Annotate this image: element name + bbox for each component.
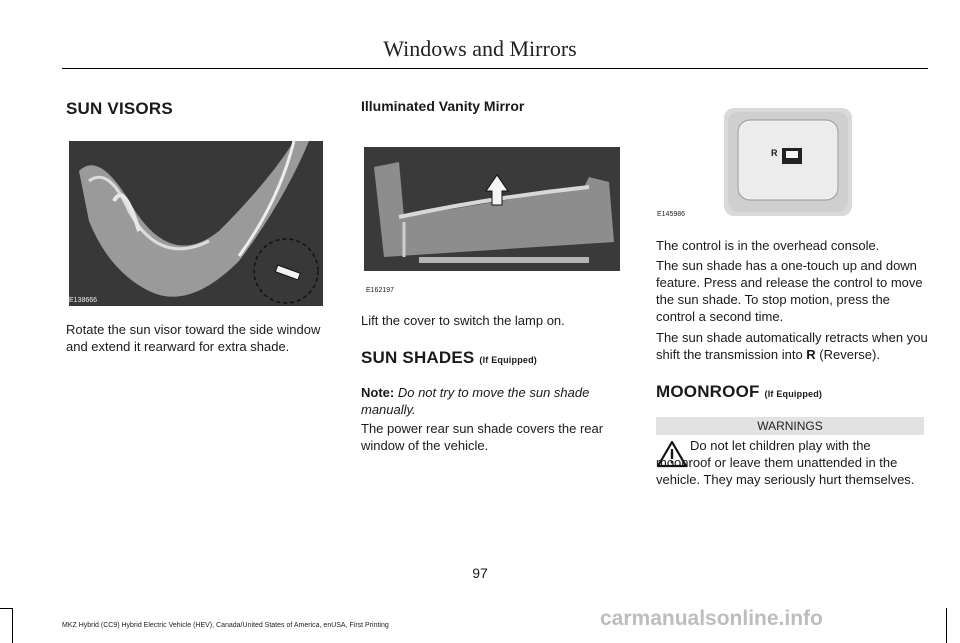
overhead-console-illustration <box>724 108 852 216</box>
if-equipped-label: (If Equipped) <box>764 389 823 399</box>
sun-shade-body: The power rear sun shade covers the rear window of the vehicle. <box>361 421 604 453</box>
auto-retract-text-a: The sun shade automatically retracts when you shift the transmission into <box>656 330 928 362</box>
warning-text: Do not let children play with the moonroof or leave them unattended in the vehicle. They may seriously hurt themselves. <box>656 438 915 487</box>
footer-doc-line: MKZ Hybrid (CC9) Hybrid Electric Vehicle (HEV), Canada/United States of America, enUSA, First Printing <box>62 622 389 629</box>
overhead-console-figure <box>724 108 852 216</box>
vanity-mirror-figure <box>364 147 620 271</box>
vanity-mirror-illustration <box>364 147 620 271</box>
figure-label: E138666 <box>69 297 98 304</box>
figure-label: E162197 <box>366 287 395 294</box>
if-equipped-label: (If Equipped) <box>479 355 537 365</box>
sun-shade-note <box>361 384 625 418</box>
reverse-gear-letter: R <box>806 347 816 362</box>
header-rule <box>62 68 928 69</box>
vanity-mirror-heading: Illuminated Vanity Mirror <box>361 98 525 114</box>
crop-mark <box>12 608 13 643</box>
sun-visor-body: Rotate the sun visor toward the side window and extend it rearward for extra shade. <box>66 322 321 354</box>
one-touch-text: The sun shade has a one-touch up and down feature. Press and release the control to move the sun shade. To stop motion, press the control a second time. <box>656 258 923 324</box>
moonroof-heading <box>656 382 822 402</box>
note-label: Note: <box>361 385 395 400</box>
sun-shades-heading <box>361 348 537 368</box>
sun-shades-title: SUN SHADES <box>361 348 475 367</box>
crop-mark <box>0 608 12 609</box>
auto-retract-text-c: (Reverse). <box>815 347 880 362</box>
note-text: Do not try to move the sun shade manually. <box>361 385 590 417</box>
sun-visor-figure <box>69 141 323 306</box>
sun-visors-heading: SUN VISORS <box>66 99 173 118</box>
moonroof-title: MOONROOF <box>656 382 760 401</box>
page-header-title: Windows and Mirrors <box>383 36 577 61</box>
page-number: 97 <box>472 565 488 581</box>
crop-mark <box>946 608 947 643</box>
sun-visor-illustration <box>69 141 323 306</box>
sun-shade-button-glyph: R <box>771 148 778 158</box>
vanity-mirror-body: Lift the cover to switch the lamp on. <box>361 313 565 328</box>
watermark-text: carmanualsonline.info <box>600 607 823 630</box>
figure-label: E145986 <box>657 211 686 218</box>
control-location-text: The control is in the overhead console. <box>656 238 880 253</box>
auto-retract-text <box>656 329 928 363</box>
warnings-bar: WARNINGS <box>656 417 924 435</box>
